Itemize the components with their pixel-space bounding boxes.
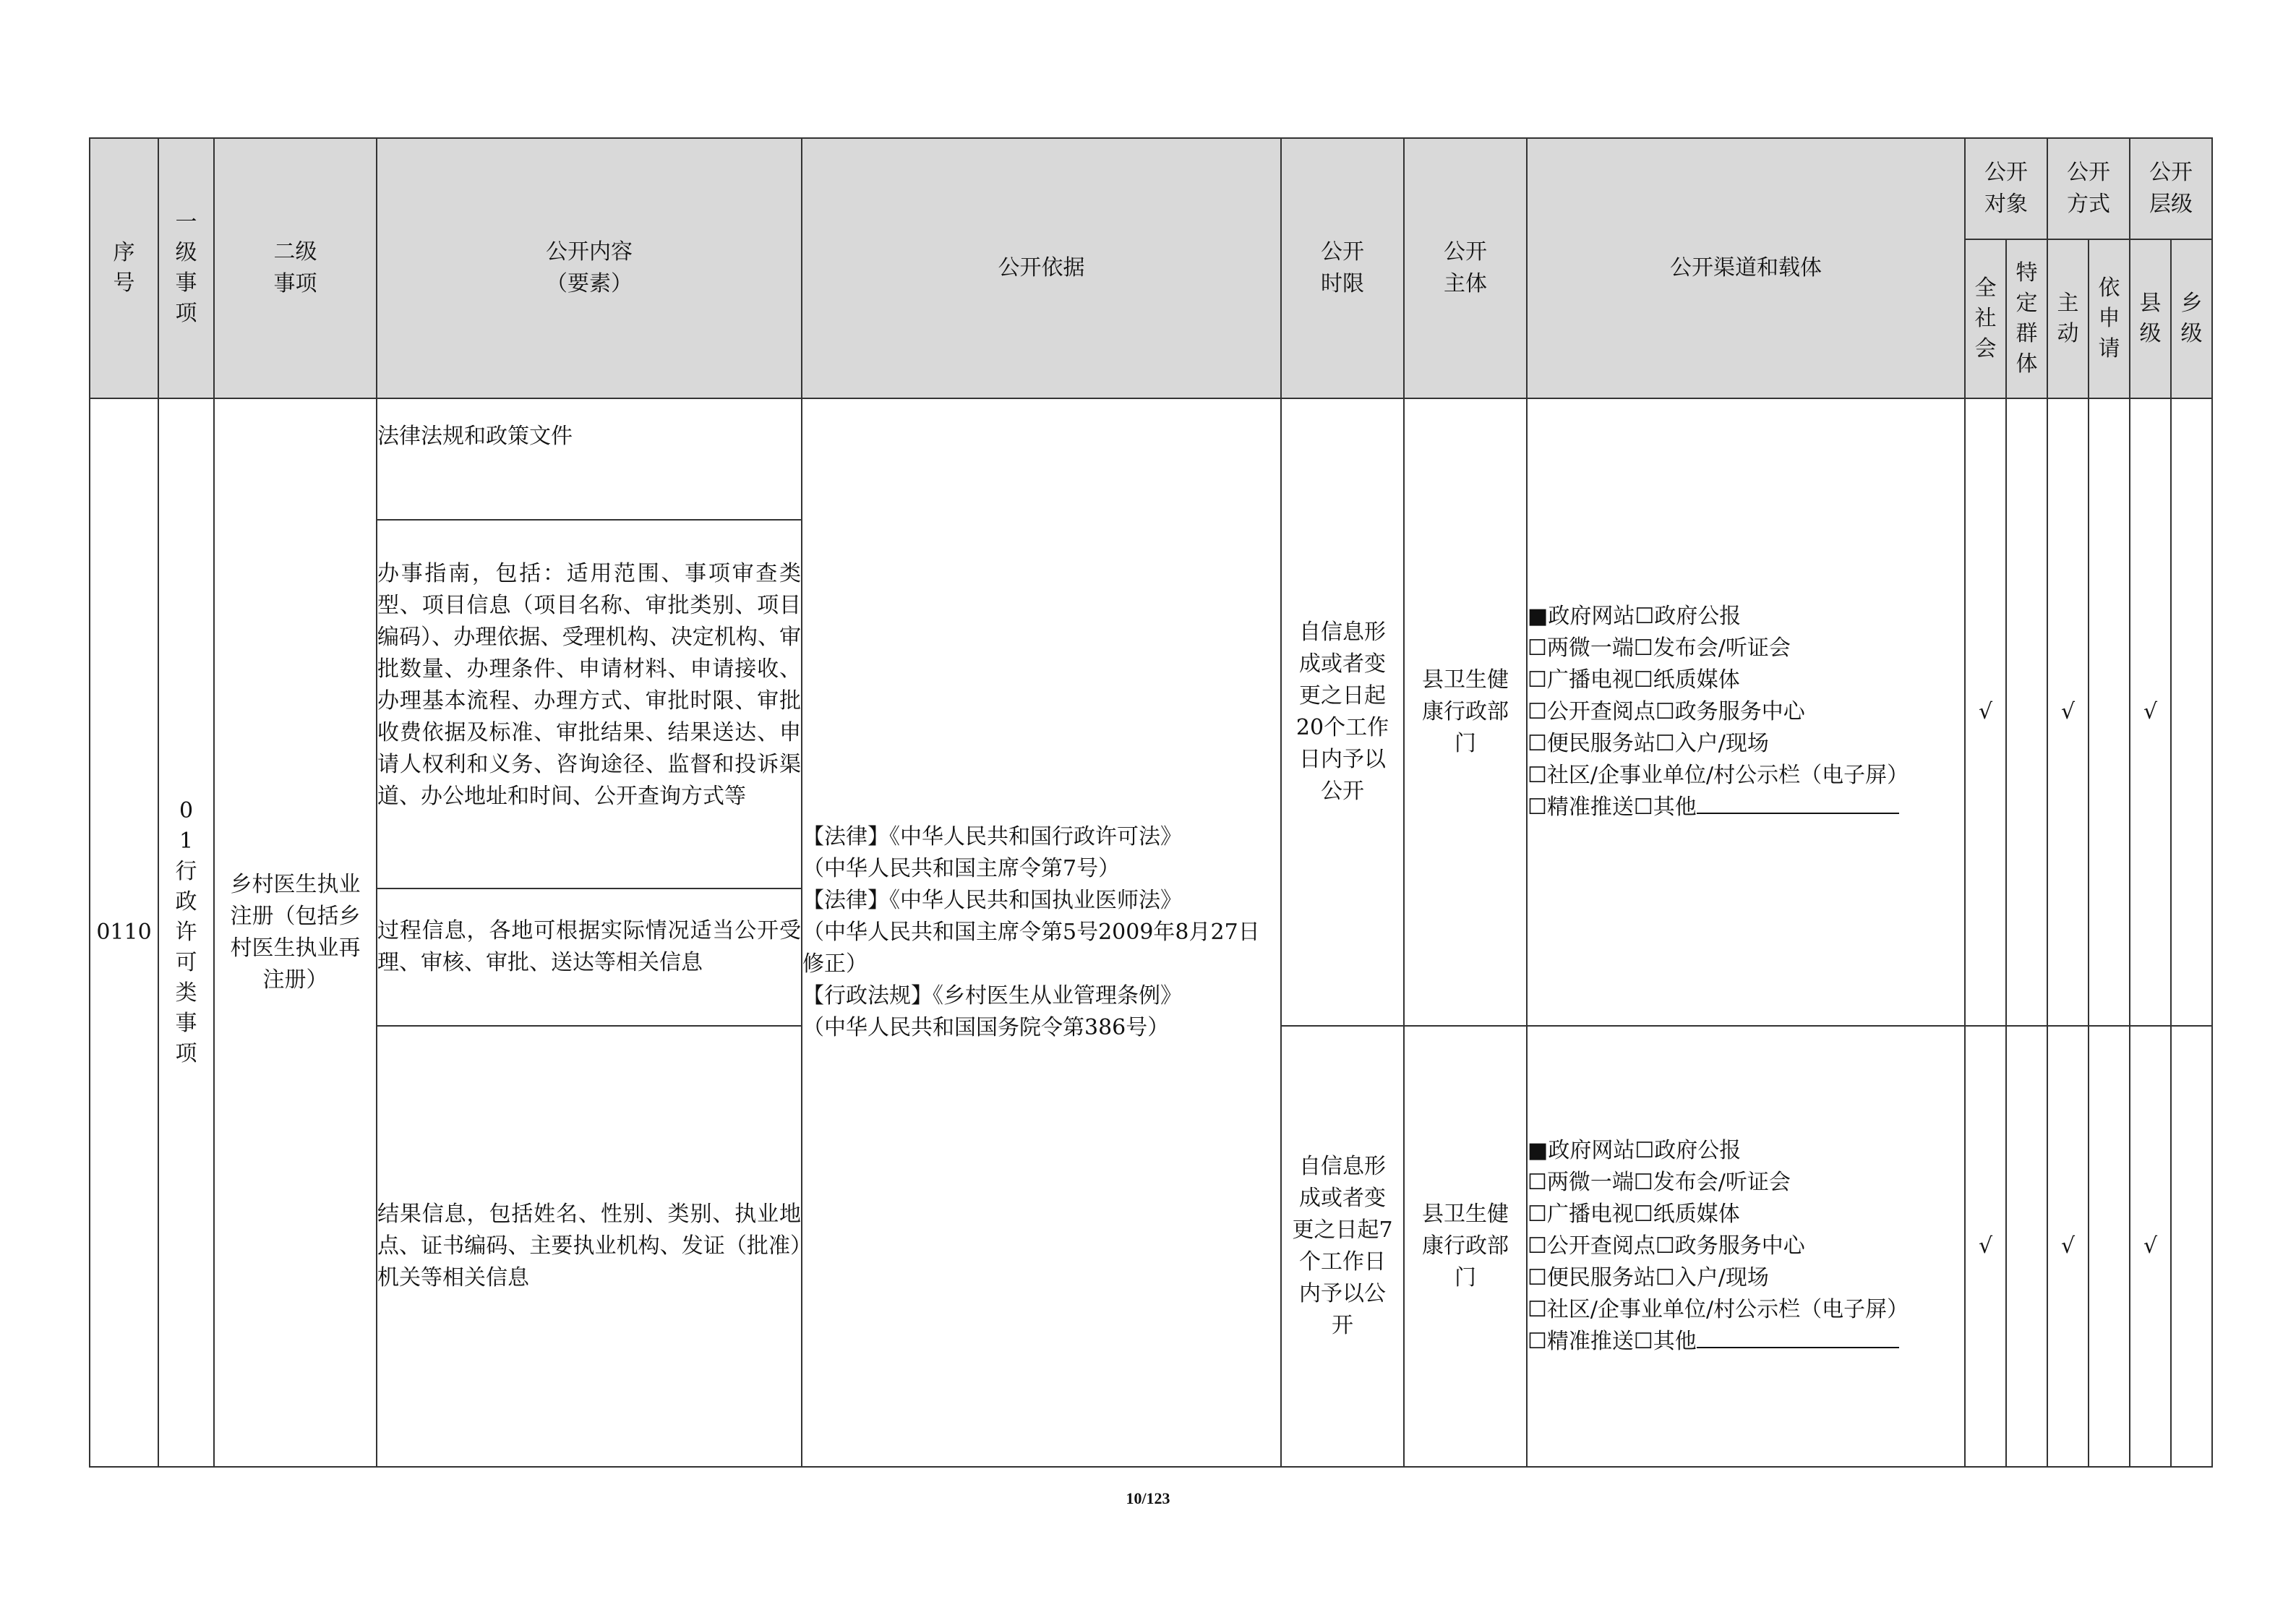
header-time: 公开 时限 (1281, 138, 1404, 398)
header-target-specific: 特定群体 (2006, 239, 2047, 398)
header-level-county: 县级 (2130, 239, 2171, 398)
check-target-all-a: √ (1965, 398, 2006, 1026)
header-content: 公开内容 （要素） (377, 138, 802, 398)
header-level1: 一级事项 (158, 138, 214, 398)
check-target-specific-b (2006, 1026, 2047, 1467)
check-level-town-b (2171, 1026, 2212, 1467)
check-level-county-a: √ (2130, 398, 2171, 1026)
row-time-b: 自信息形成或者变更之日起7个工作日内予以公开 (1281, 1026, 1404, 1467)
check-method-active-a: √ (2047, 398, 2089, 1026)
check-target-specific-a (2006, 398, 2047, 1026)
header-level2: 二级 事项 (214, 138, 377, 398)
header-target-group: 公开 对象 (1965, 138, 2047, 239)
check-method-apply-b (2089, 1026, 2130, 1467)
row-subject-b: 县卫生健康行政部门 (1404, 1026, 1527, 1467)
row-level2: 乡村医生执业注册（包括乡村医生执业再注册） (214, 398, 377, 1467)
disclosure-table (89, 137, 2213, 1468)
content-cell-3: 过程信息，各地可根据实际情况适当公开受理、审核、审批、送达等相关信息 (377, 888, 802, 1026)
blank-line (1697, 1327, 1899, 1348)
basis-line: 【法律】《中华人民共和国执业医师法》 (802, 888, 1182, 913)
page-number: 10/123 (1126, 1489, 1170, 1507)
row-subject-a: 县卫生健康行政部门 (1404, 398, 1527, 1026)
content-cell-1: 法律法规和政策文件 (377, 398, 802, 520)
header-method-group: 公开 方式 (2047, 138, 2130, 239)
blank-line (1697, 792, 1899, 814)
header-seq: 序号 (90, 138, 158, 398)
row-basis (802, 398, 1281, 1467)
header-method-apply: 依申请 (2089, 239, 2130, 398)
table-row (90, 398, 2212, 520)
basis-line: （中华人民共和国主席令第5号2009年8月27日修正） (802, 920, 1260, 977)
check-method-active-b: √ (2047, 1026, 2089, 1467)
check-level-county-b: √ (2130, 1026, 2171, 1467)
header-level-town: 乡级 (2171, 239, 2212, 398)
row-time-a: 自信息形成或者变更之日起20个工作日内予以公开 (1281, 398, 1404, 1026)
check-target-all-b: √ (1965, 1026, 2006, 1467)
basis-line: （中华人民共和国主席令第7号） (802, 856, 1121, 881)
header-target-all: 全社会 (1965, 239, 2006, 398)
basis-line: （中华人民共和国国务院令第386号） (802, 1015, 1170, 1040)
content-cell-4: 结果信息，包括姓名、性别、类别、执业地点、证书编码、主要执业机构、发证（批准）机关等相关信息 (377, 1026, 802, 1467)
row-seq: 0110 (90, 398, 158, 1467)
header-basis: 公开依据 (802, 138, 1281, 398)
check-method-apply-a (2089, 398, 2130, 1026)
basis-line: 【法律】《中华人民共和国行政许可法》 (802, 824, 1182, 849)
content-cell-2: 办事指南，包括：适用范围、事项审查类型、项目信息（项目名称、审批类别、项目编码）、办理依据、受理机构、决定机构、审批数量、办理条件、申请材料、申请接收、办理基本流程、办理方式、审批时限、审批收费依据及标准、审批结果、结果送达、申请人权利和义务、咨询途径、监督和投诉渠道、办公地址和时间、公开查询方式等 (377, 520, 802, 888)
basis-line: 【行政法规】《乡村医生从业管理条例》 (802, 983, 1182, 1009)
check-level-town-a (2171, 398, 2212, 1026)
header-channel: 公开渠道和载体 (1527, 138, 1965, 398)
header-subject: 公开 主体 (1404, 138, 1527, 398)
row-channel-b: ■政府网站☐政府公报 ☐两微一端☐发布会/听证会 ☐广播电视☐纸质媒体 ☐公开查阅点☐政务服务中心 ☐便民服务站☐入户/现场 ☐社区/企事业单位/村公示栏（电子屏） ☐精准推送☐其他 (1527, 1026, 1965, 1467)
row-channel-a: ■政府网站☐政府公报 ☐两微一端☐发布会/听证会 ☐广播电视☐纸质媒体 ☐公开查阅点☐政务服务中心 ☐便民服务站☐入户/现场 ☐社区/企事业单位/村公示栏（电子屏） ☐精准推送☐其他 (1527, 398, 1965, 1026)
row-level1: 01行政许可类事项 (158, 398, 214, 1467)
header-method-active: 主动 (2047, 239, 2089, 398)
header-level-group: 公开 层级 (2130, 138, 2212, 239)
